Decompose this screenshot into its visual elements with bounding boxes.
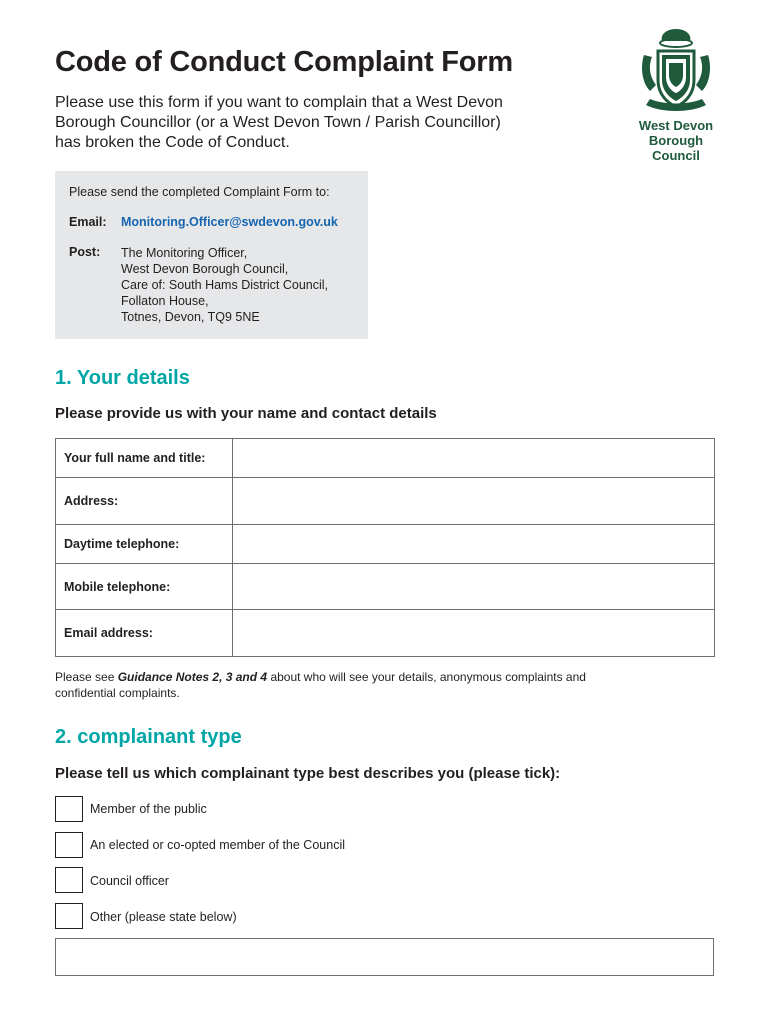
address-field[interactable] (233, 478, 715, 525)
member-of-public-checkbox[interactable] (55, 796, 83, 822)
intro-line: Please use this form if you want to complain that a West Devon (55, 94, 503, 111)
address-line: The Monitoring Officer, (121, 246, 248, 260)
section-1-heading: 1. Your details (55, 367, 190, 389)
table-row (56, 564, 715, 610)
section-2-heading: 2. complainant type (55, 726, 242, 748)
logo-line: West Devon (638, 118, 714, 133)
send-to-box (55, 171, 368, 339)
council-logo (622, 25, 730, 163)
intro-line: has broken the Code of Conduct. (55, 134, 290, 151)
checkbox-label: Member of the public (90, 802, 207, 816)
logo-text (622, 118, 730, 163)
table-row (56, 478, 715, 525)
monitoring-officer-email-link[interactable]: Monitoring.Officer@swdevon.gov.uk (121, 215, 338, 229)
email-address-field[interactable] (233, 610, 715, 657)
intro-line: Borough Councillor (or a West Devon Town / Parish Councillor) (55, 114, 501, 131)
checkbox-label: Other (please state below) (90, 910, 237, 924)
field-label: Mobile telephone: (56, 564, 233, 610)
postal-address (121, 245, 328, 325)
address-line: Care of: South Hams District Council, (121, 278, 329, 292)
checkbox-label: An elected or co-opted member of the Council (90, 838, 345, 852)
field-label: Address: (56, 478, 233, 525)
field-label: Your full name and title: (56, 439, 233, 478)
daytime-telephone-field[interactable] (233, 525, 715, 564)
address-line: Follaton House, (121, 294, 209, 308)
section-1-subheading: Please provide us with your name and contact details (55, 405, 437, 422)
field-label: Email address: (56, 610, 233, 657)
checkbox-label: Council officer (90, 874, 169, 888)
page-title: Code of Conduct Complaint Form (55, 46, 513, 78)
table-row (56, 525, 715, 564)
table-row (56, 610, 715, 657)
note-text: about who will see your details, anonymous complaints and (267, 670, 586, 684)
note-text: confidential complaints. (55, 686, 180, 700)
address-line: Totnes, Devon, TQ9 5NE (121, 310, 260, 324)
contact-details-table (55, 438, 715, 657)
table-row (56, 439, 715, 478)
logo-line: Borough (648, 133, 704, 148)
note-text: Please see (55, 670, 118, 684)
other-checkbox[interactable] (55, 903, 83, 929)
other-complainant-type-field[interactable] (55, 938, 714, 976)
full-name-field[interactable] (233, 439, 715, 478)
send-to-lead: Please send the completed Complaint Form to: (69, 185, 330, 199)
mobile-telephone-field[interactable] (233, 564, 715, 610)
guidance-notes-reference: Guidance Notes 2, 3 and 4 (117, 670, 268, 684)
elected-member-checkbox[interactable] (55, 832, 83, 858)
intro-text (55, 93, 555, 153)
logo-line: Council (652, 148, 700, 163)
guidance-note (55, 669, 695, 701)
email-label: Email: (69, 215, 107, 229)
council-officer-checkbox[interactable] (55, 867, 83, 893)
post-label: Post: (69, 245, 101, 259)
address-line: West Devon Borough Council, (121, 262, 289, 276)
coat-of-arms-icon (636, 25, 716, 115)
field-label: Daytime telephone: (56, 525, 233, 564)
section-2-subheading: Please tell us which complainant type best describes you (please tick): (55, 765, 561, 782)
